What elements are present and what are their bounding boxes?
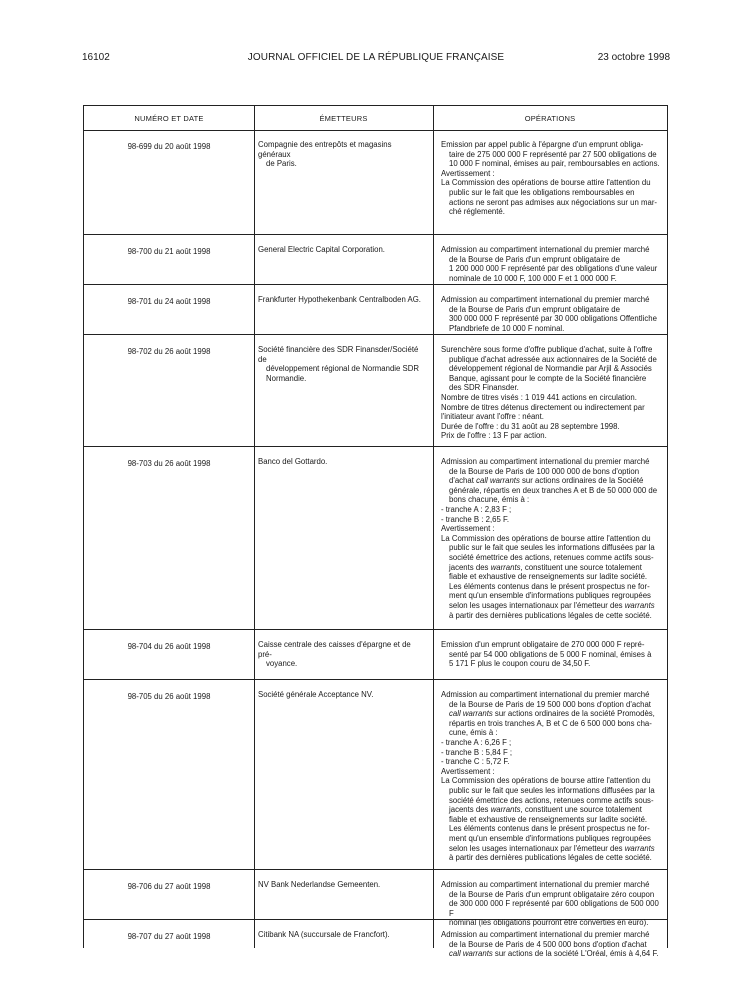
table-row	[84, 870, 667, 928]
operations-cell	[441, 245, 663, 283]
operation-line: Admission au compartiment international du premier marché	[441, 295, 650, 304]
issuer-line: Frankfurter Hypothekenbank Centralboden AG.	[258, 295, 421, 304]
operation-line: 1 200 000 000 F représenté par des obligations d'une valeur	[449, 264, 658, 274]
operation-line: La Commission des opérations de bourse attire l'attention du	[441, 178, 651, 188]
operation-line: ment qu'un ensemble d'informations publiques regroupées	[449, 833, 651, 843]
issuer-cell	[258, 245, 426, 255]
issuer-cell	[258, 690, 426, 700]
table-row	[84, 285, 667, 335]
operation-line: Nombre de titres visés : 1 019 441 actions en circulation.	[441, 392, 637, 402]
operations-cell	[441, 690, 663, 863]
operation-line: La Commission des opérations de bourse attire l'attention du	[441, 776, 651, 786]
issue-date: 23 octobre 1998	[597, 52, 670, 63]
operation-line: Admission au compartiment international du premier marché	[441, 690, 650, 699]
page-number: 16102	[82, 52, 110, 63]
issuer-line: Banco del Gottardo.	[258, 457, 328, 466]
decision-number: 98-703 du 26 août 1998	[127, 459, 211, 468]
decision-number: 98-699 du 20 août 1998	[127, 142, 211, 151]
operation-line: cune, émis à :	[449, 728, 498, 738]
table-row	[84, 630, 667, 680]
operation-line: Avertissement :	[441, 524, 495, 534]
operation-line: 5 171 F plus le coupon couru de 34,50 F.	[449, 659, 591, 669]
operation-line: Admission au compartiment international du premier marché	[441, 880, 650, 889]
operation-line: nominal (les obligations pourront être converties en euro).	[449, 918, 649, 928]
operation-line: 300 000 000 F représenté par 30 000 obligations Offentliche	[449, 314, 657, 324]
operation-line: 10 000 F nominal, émises au pair, remboursables en actions.	[449, 159, 660, 169]
operation-line: des SDR Finansder.	[449, 383, 519, 393]
operation-line: nominale de 10 000 F, 100 000 F et 1 000 000 F.	[449, 273, 617, 283]
operation-line: call warrants sur actions de la société L'Oréal, émis à 4,64 F.	[449, 949, 659, 959]
operation-line: de la Bourse de Paris d'un emprunt obligataire de	[449, 304, 620, 314]
table-row	[84, 335, 667, 447]
operation-line: Admission au compartiment international du premier marché	[441, 930, 650, 939]
operation-line: call warrants sur actions ordinaires de la société Promodès,	[449, 709, 655, 719]
issuer-line: de Paris.	[266, 159, 297, 169]
operation-line: ment qu'un ensemble d'informations publiques regroupées	[449, 591, 651, 601]
operation-line: de la Bourse de Paris de 4 500 000 bons d'option d'achat	[449, 939, 647, 949]
operation-line: de la Bourse de Paris de 100 000 000 de bons d'option	[449, 466, 640, 476]
operation-line: Banque, agissant pour le compte de la Société financière	[449, 373, 647, 383]
operations-cell	[441, 640, 663, 669]
operation-line: l'initiateur avant l'offre : néant.	[441, 412, 544, 422]
operation-line: Durée de l'offre : du 31 août au 28 septembre 1998.	[441, 421, 620, 431]
operation-line: Les éléments contenus dans le présent prospectus ne for-	[449, 824, 650, 834]
column-header-number: NUMÉRO ET DATE	[134, 114, 204, 123]
operation-line: société émettrice des actions, retenues comme actifs sous-	[449, 552, 654, 562]
operation-line: de la Bourse de Paris de 19 500 000 bons d'option d'achat	[449, 699, 651, 709]
operation-line: fiable et exhaustive de renseignements sur ladite société.	[449, 814, 648, 824]
operation-line: Surenchère sous forme d'offre publique d'achat, suite à l'offre	[441, 345, 653, 354]
decision-number: 98-706 du 27 août 1998	[127, 882, 211, 891]
operation-line: - tranche A : 6,26 F ;	[441, 737, 512, 747]
table-row	[84, 235, 667, 285]
issuer-line: voyance.	[266, 659, 298, 669]
operation-line: répartis en trois tranches A, B et C de 6 500 000 bons cha-	[449, 718, 652, 728]
issuer-cell	[258, 457, 426, 467]
issuer-line: Citibank NA (succursale de Francfort).	[258, 930, 390, 939]
issuer-line: Caisse centrale des caisses d'épargne et de pré-	[258, 640, 411, 659]
italic-term: warrants	[490, 562, 521, 572]
italic-term: warrants	[490, 805, 521, 815]
operation-line: Admission au compartiment international du premier marché	[441, 245, 650, 254]
operation-line: La Commission des opérations de bourse attire l'attention du	[441, 533, 651, 543]
table-row	[84, 920, 667, 959]
decision-number: 98-701 du 24 août 1998	[127, 297, 211, 306]
issuer-line: Compagnie des entrepôts et magasins généraux	[258, 140, 392, 159]
operation-line: Les éléments contenus dans le présent prospectus ne for-	[449, 581, 650, 591]
issuer-cell	[258, 880, 426, 890]
operation-line: Avertissement :	[441, 168, 495, 178]
operations-cell	[441, 345, 663, 441]
operation-line: public sur le fait que seules les informations diffusées par la	[449, 543, 655, 553]
operation-line: publique d'achat adressée aux actionnaires de la Société de	[449, 354, 657, 364]
operation-line: société émettrice des actions, retenues comme actifs sous-	[449, 795, 654, 805]
table-row	[84, 680, 667, 870]
operation-line: - tranche B : 2,65 F.	[441, 514, 510, 524]
table-row	[84, 447, 667, 630]
operation-line: Emission d'un emprunt obligataire de 270 000 000 F repré-	[441, 640, 645, 649]
issuer-line: Normandie.	[266, 373, 307, 383]
issuer-cell	[258, 930, 426, 940]
operation-line: de 300 000 000 F représenté par 600 obligations de 500 000 F	[449, 899, 659, 918]
decision-number: 98-707 du 27 août 1998	[127, 932, 211, 941]
column-header-operations: OPÉRATIONS	[524, 114, 576, 123]
decision-number: 98-700 du 21 août 1998	[127, 247, 211, 256]
operation-line: à partir des dernières publications légales de cette société.	[449, 853, 652, 863]
operation-line: bons chacune, émis à :	[449, 495, 530, 505]
operation-line: générale, répartis en deux tranches A et B de 50 000 000 de	[449, 485, 658, 495]
operation-line: - tranche B : 5,84 F ;	[441, 747, 513, 757]
page-header	[82, 52, 670, 68]
issuer-line: Société financière des SDR Finansder/Société de	[258, 345, 419, 364]
issuer-line: développement régional de Normandie SDR	[266, 364, 419, 374]
operation-line: jacents des warrants, constituent une source totalement	[449, 805, 642, 815]
issuer-cell	[258, 345, 426, 383]
operation-line: - tranche A : 2,83 F ;	[441, 504, 512, 514]
operation-line: Admission au compartiment international du premier marché	[441, 457, 650, 466]
italic-term: call warrants	[449, 949, 493, 959]
italic-term: warrants	[624, 600, 655, 610]
operation-line: ché réglementé.	[449, 207, 505, 217]
issuer-line: Société générale Acceptance NV.	[258, 690, 374, 699]
operation-line: Prix de l'offre : 13 F par action.	[441, 431, 547, 441]
operation-line: Pfandbriefe de 10 000 F nominal.	[449, 323, 565, 333]
operation-line: - tranche C : 5,72 F.	[441, 757, 510, 767]
operation-line: selon les usages internationaux par l'émetteur des warrants	[449, 843, 655, 853]
decision-number: 98-702 du 26 août 1998	[127, 347, 211, 356]
operation-line: jacents des warrants, constituent une source totalement	[449, 562, 642, 572]
operation-line: de la Bourse de Paris d'un emprunt obligataire de	[449, 254, 620, 264]
italic-term: call warrants	[449, 709, 493, 719]
operation-line: public sur le fait que les obligations remboursables en	[449, 187, 635, 197]
issuer-cell	[258, 140, 426, 169]
operations-cell	[441, 140, 663, 217]
operation-line: Emission par appel public à l'épargne d'un emprunt obliga-	[441, 140, 644, 149]
operation-line: développement régional de Normandie par Arjil & Associés	[449, 364, 652, 374]
issuer-cell	[258, 640, 426, 669]
table-row	[84, 130, 667, 235]
operation-line: Avertissement :	[441, 766, 495, 776]
italic-term: warrants	[624, 843, 655, 853]
issuer-line: General Electric Capital Corporation.	[258, 245, 385, 254]
operation-line: de la Bourse de Paris d'un emprunt obligataire zéro coupon	[449, 889, 655, 899]
operation-line: senté par 54 000 obligations de 5 000 F nominal, émises à	[449, 649, 652, 659]
italic-term: call warrants	[476, 476, 520, 486]
operation-line: d'achat call warrants sur actions ordinaires de la Société	[449, 476, 644, 486]
decision-number: 98-704 du 26 août 1998	[127, 642, 211, 651]
journal-title: JOURNAL OFFICIEL DE LA RÉPUBLIQUE FRANÇAISE	[247, 52, 505, 63]
operations-table	[83, 105, 668, 959]
operation-line: actions ne seront pas admises aux négociations sur un mar-	[449, 197, 658, 207]
operations-cell	[441, 295, 663, 333]
operation-line: public sur le fait que seules les informations diffusées par la	[449, 785, 655, 795]
decision-number: 98-705 du 26 août 1998	[127, 692, 211, 701]
operations-cell	[441, 930, 663, 959]
operations-cell	[441, 457, 663, 620]
issuer-line: NV Bank Nederlandse Gemeenten.	[258, 880, 381, 889]
table-header-row	[84, 106, 667, 131]
operation-line: taire de 275 000 000 F représenté par 27 500 obligations de	[449, 149, 657, 159]
column-header-issuers: ÉMETTEURS	[319, 114, 368, 123]
operation-line: selon les usages internationaux par l'émetteur des warrants	[449, 600, 655, 610]
operation-line: Nombre de titres détenus directement ou indirectement par	[441, 402, 645, 412]
operation-line: fiable et exhaustive de renseignements sur ladite société.	[449, 572, 648, 582]
operation-line: à partir des dernières publications légales de cette société.	[449, 610, 652, 620]
issuer-cell	[258, 295, 426, 305]
